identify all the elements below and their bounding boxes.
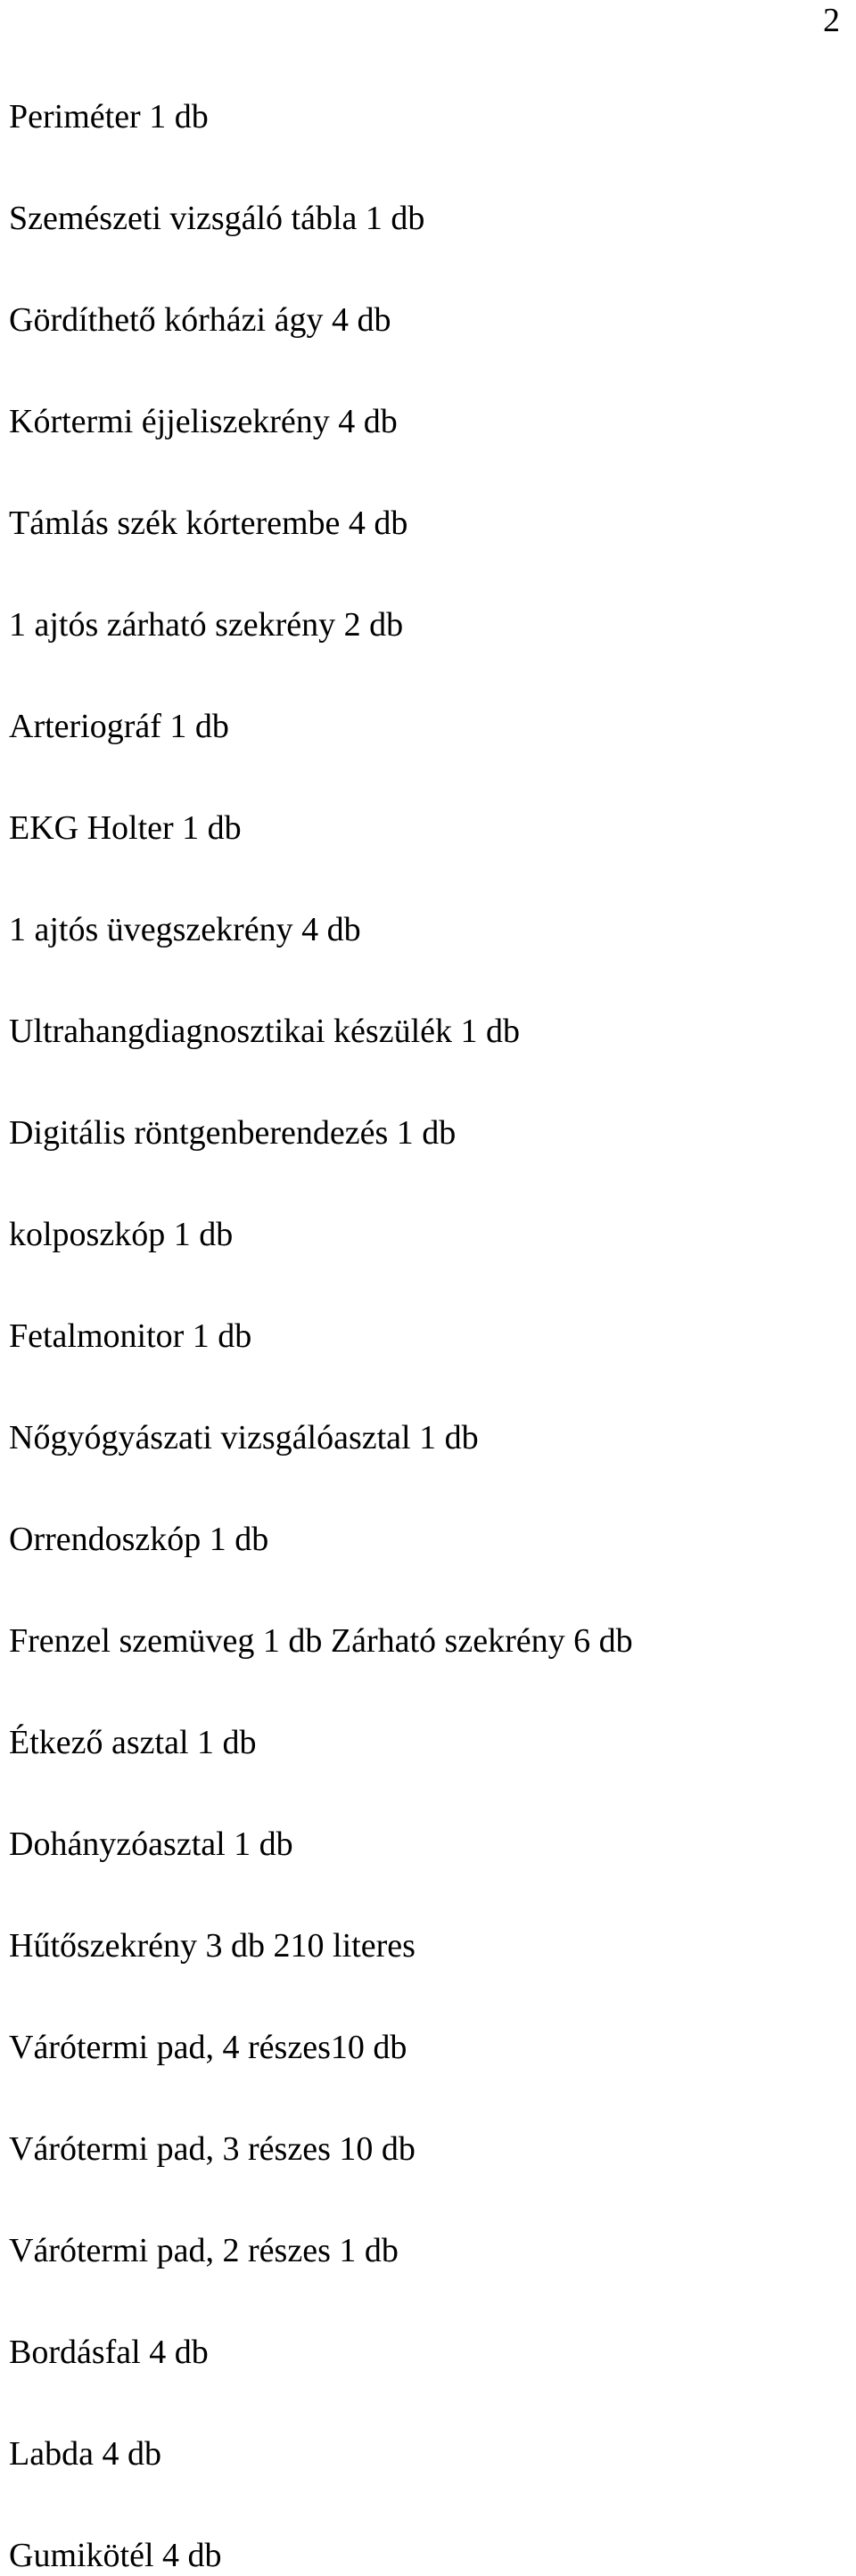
list-item: Gumikötél 4 db: [9, 2537, 222, 2574]
list-item: Arteriográf 1 db: [9, 708, 229, 745]
list-item: Gördíthető kórházi ágy 4 db: [9, 301, 391, 339]
equipment-list: [9, 96, 633, 2576]
list-item: Orrendoszkóp 1 db: [9, 1521, 269, 1558]
list-item: Dohányzóasztal 1 db: [9, 1825, 293, 1863]
list-item: Várótermi pad, 2 részes 1 db: [9, 2232, 399, 2269]
list-item: Ultrahangdiagnosztikai készülék 1 db: [9, 1013, 521, 1050]
list-item: Étkező asztal 1 db: [9, 1724, 257, 1761]
list-item: Frenzel szemüveg 1 db Zárható szekrény 6 db: [9, 1622, 633, 1660]
list-item: Várótermi pad, 3 részes 10 db: [9, 2130, 416, 2168]
list-item: Periméter 1 db: [9, 98, 209, 135]
list-item: Labda 4 db: [9, 2435, 161, 2473]
list-item: 1 ajtós zárható szekrény 2 db: [9, 606, 404, 644]
list-item: 1 ajtós üvegszekrény 4 db: [9, 911, 361, 948]
list-item: kolposzkóp 1 db: [9, 1216, 234, 1253]
page-number: 2: [823, 2, 840, 39]
list-item: Hűtőszekrény 3 db 210 literes: [9, 1927, 416, 1965]
list-item: Fetalmonitor 1 db: [9, 1317, 252, 1355]
list-item: Támlás szék kórterembe 4 db: [9, 505, 408, 542]
list-item: Kórtermi éjjeliszekrény 4 db: [9, 403, 398, 440]
list-item: Várótermi pad, 4 részes10 db: [9, 2029, 407, 2066]
list-item: Bordásfal 4 db: [9, 2334, 209, 2371]
list-item: Nőgyógyászati vizsgálóasztal 1 db: [9, 1419, 479, 1456]
list-item: Szemészeti vizsgáló tábla 1 db: [9, 200, 425, 237]
list-item: EKG Holter 1 db: [9, 809, 242, 847]
list-item: Digitális röntgenberendezés 1 db: [9, 1114, 457, 1152]
